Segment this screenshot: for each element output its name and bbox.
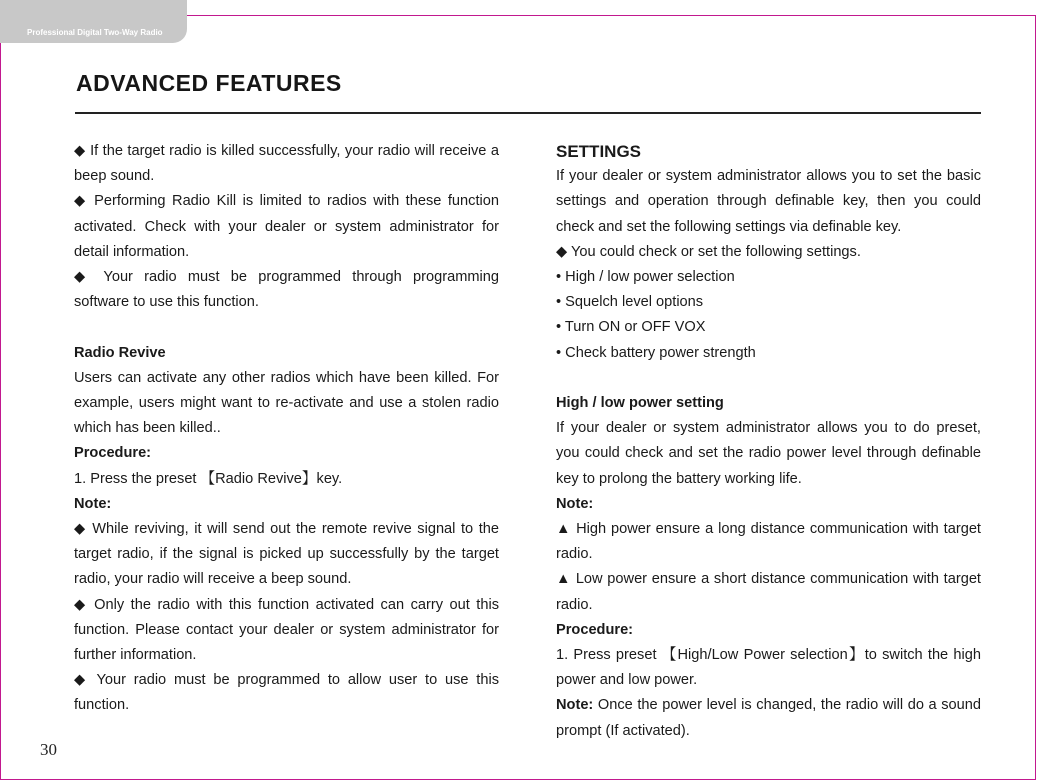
- page-title: ADVANCED FEATURES: [76, 70, 342, 96]
- spacer: [74, 315, 499, 340]
- note-paragraph: ◆ Your radio must be programmed to allow user to use this function.: [74, 672, 499, 714]
- final-note-label: Note:: [556, 697, 594, 714]
- header-tab-label: Professional Digital Two-Way Radio: [27, 28, 163, 37]
- left-column: [74, 139, 499, 719]
- note-paragraph: ◆ While reviving, it will send out the remote revive signal to the target radio, if the signal is picked up successfully by the target radio, your radio will receive a beep sound.: [74, 521, 499, 588]
- procedure-step: 1. Press the preset 【Radio Revive】key.: [74, 470, 343, 487]
- radio-revive-description: Users can activate any other radios which have been killed. For example, users might want to re-activate and use a stolen radio which has been killed..: [74, 369, 499, 437]
- final-note: [556, 693, 981, 743]
- kill-limited-paragraph: ◆ Performing Radio Kill is limited to radios with these function activated. Check with your dealer or system administrator for detail information.: [74, 193, 499, 260]
- procedure-step: 1. Press preset 【High/Low Power selection】to switch the high power and low power.: [556, 647, 981, 689]
- note-label: Note:: [556, 495, 594, 512]
- note-label: Note:: [74, 495, 112, 512]
- header-tab: [0, 0, 187, 43]
- note-low-power: ▲ Low power ensure a short distance communication with target radio.: [556, 571, 981, 613]
- settings-heading: SETTINGS: [556, 142, 642, 161]
- note-paragraph: ◆ Only the radio with this function activated can carry out this function. Please contact your dealer or system administrator for further information.: [74, 596, 499, 664]
- power-setting-heading: High / low power setting: [556, 395, 724, 412]
- spacer: [556, 366, 981, 391]
- settings-list-item: • Squelch level options: [556, 294, 704, 311]
- kill-programming-paragraph: ◆ Your radio must be programmed through programming software to use this function.: [74, 269, 499, 311]
- title-divider: [75, 112, 981, 114]
- power-setting-description: If your dealer or system administrator allows you to do preset, you could check and set the radio power level through definable key to prolong the battery working life.: [556, 420, 981, 487]
- settings-list-item: • High / low power selection: [556, 269, 735, 286]
- note-high-power: ▲ High power ensure a long distance communication with target radio.: [556, 521, 981, 563]
- procedure-label: Procedure:: [74, 445, 152, 462]
- settings-description: If your dealer or system administrator allows you to set the basic settings and operation through definable key, then you could check and set the following settings via definable key.: [556, 168, 981, 235]
- settings-list-item: • Turn ON or OFF VOX: [556, 319, 706, 336]
- right-column: [556, 139, 981, 744]
- final-note-text: Once the power level is changed, the radio will do a sound prompt (If activated).: [556, 697, 981, 739]
- settings-list-item: • Check battery power strength: [556, 344, 756, 361]
- settings-intro: ◆ You could check or set the following settings.: [556, 243, 861, 260]
- kill-success-paragraph: ◆ If the target radio is killed successfully, your radio will receive a beep sound.: [74, 143, 499, 185]
- page-number: 30: [40, 740, 57, 759]
- radio-revive-heading: Radio Revive: [74, 344, 166, 361]
- procedure-label: Procedure:: [556, 621, 634, 638]
